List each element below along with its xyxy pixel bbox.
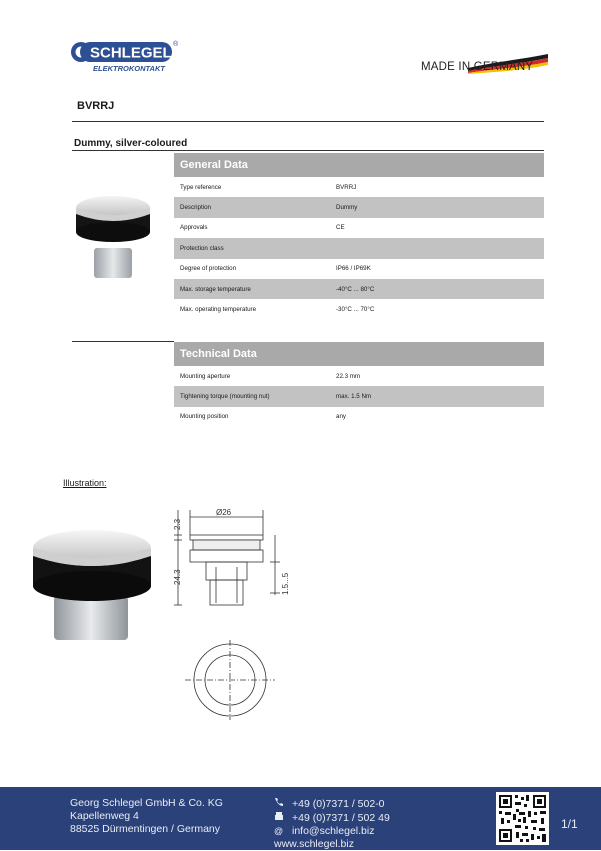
svg-text:ELEKTROKONTAKT: ELEKTROKONTAKT (93, 64, 165, 73)
product-code: BVRRJ (77, 100, 115, 112)
fax-icon (274, 811, 292, 825)
illustration-label: Illustration: (63, 478, 107, 488)
table-header: General Data (174, 153, 544, 177)
street: Kapellenweg 4 (70, 810, 139, 822)
email-link[interactable]: info@schlegel.biz (292, 825, 375, 837)
svg-text:2.3: 2.3 (173, 518, 182, 530)
svg-text:1.5...5: 1.5...5 (281, 572, 290, 595)
table-row: Degree of protection IP66 / IP69K (180, 265, 371, 273)
website-link[interactable]: www.schlegel.biz (274, 838, 354, 850)
email-icon: @ (274, 826, 284, 836)
table-row: Description Dummy (174, 197, 544, 217)
divider (72, 150, 544, 151)
divider (72, 121, 544, 122)
footer (0, 787, 601, 850)
city: 88525 Dürmentingen / Germany (70, 823, 220, 835)
table-row: Mounting aperture 22.3 mm (180, 372, 361, 380)
svg-text:24.3: 24.3 (173, 569, 182, 585)
page-number: 1/1 (561, 817, 578, 831)
table-row: Approvals CE (180, 224, 345, 232)
general-data-table (174, 153, 544, 320)
top-view-drawing (185, 640, 275, 720)
svg-text:®: ® (173, 41, 179, 48)
product-subtitle: Dummy, silver-coloured (74, 138, 188, 149)
company-name: Georg Schlegel GmbH & Co. KG (70, 797, 223, 809)
technical-data-table (174, 342, 544, 427)
product-photo-small (72, 186, 154, 286)
side-view-drawing (168, 505, 288, 615)
phone-number[interactable]: +49 (0)7371 / 502-0 (292, 797, 385, 810)
table-header: Technical Data (174, 342, 544, 366)
table-row: Mounting position any (180, 413, 346, 421)
fax-number[interactable]: +49 (0)7371 / 502 49 (292, 811, 390, 824)
table-row: Max. operating temperature -30°C ... 70°C (180, 306, 375, 314)
phone-icon (274, 797, 292, 811)
svg-text:Ø26: Ø26 (216, 508, 232, 517)
table-row: Tightening torque (mounting nut) max. 1.5 Nm (174, 386, 544, 406)
divider (72, 341, 174, 342)
table-row: Protection class (174, 238, 544, 258)
svg-text:SCHLEGEL: SCHLEGEL (90, 44, 172, 62)
product-photo-large (30, 518, 155, 646)
company-address (70, 797, 223, 836)
made-in-germany: MADE IN GERMANY (421, 61, 534, 73)
table-row: Max. storage temperature -40°C ... 80°C (174, 279, 544, 299)
schlegel-logo (70, 38, 180, 74)
qr-code (496, 792, 549, 845)
table-row: Type reference BVRRJ (180, 183, 357, 191)
contact-info (274, 797, 390, 851)
